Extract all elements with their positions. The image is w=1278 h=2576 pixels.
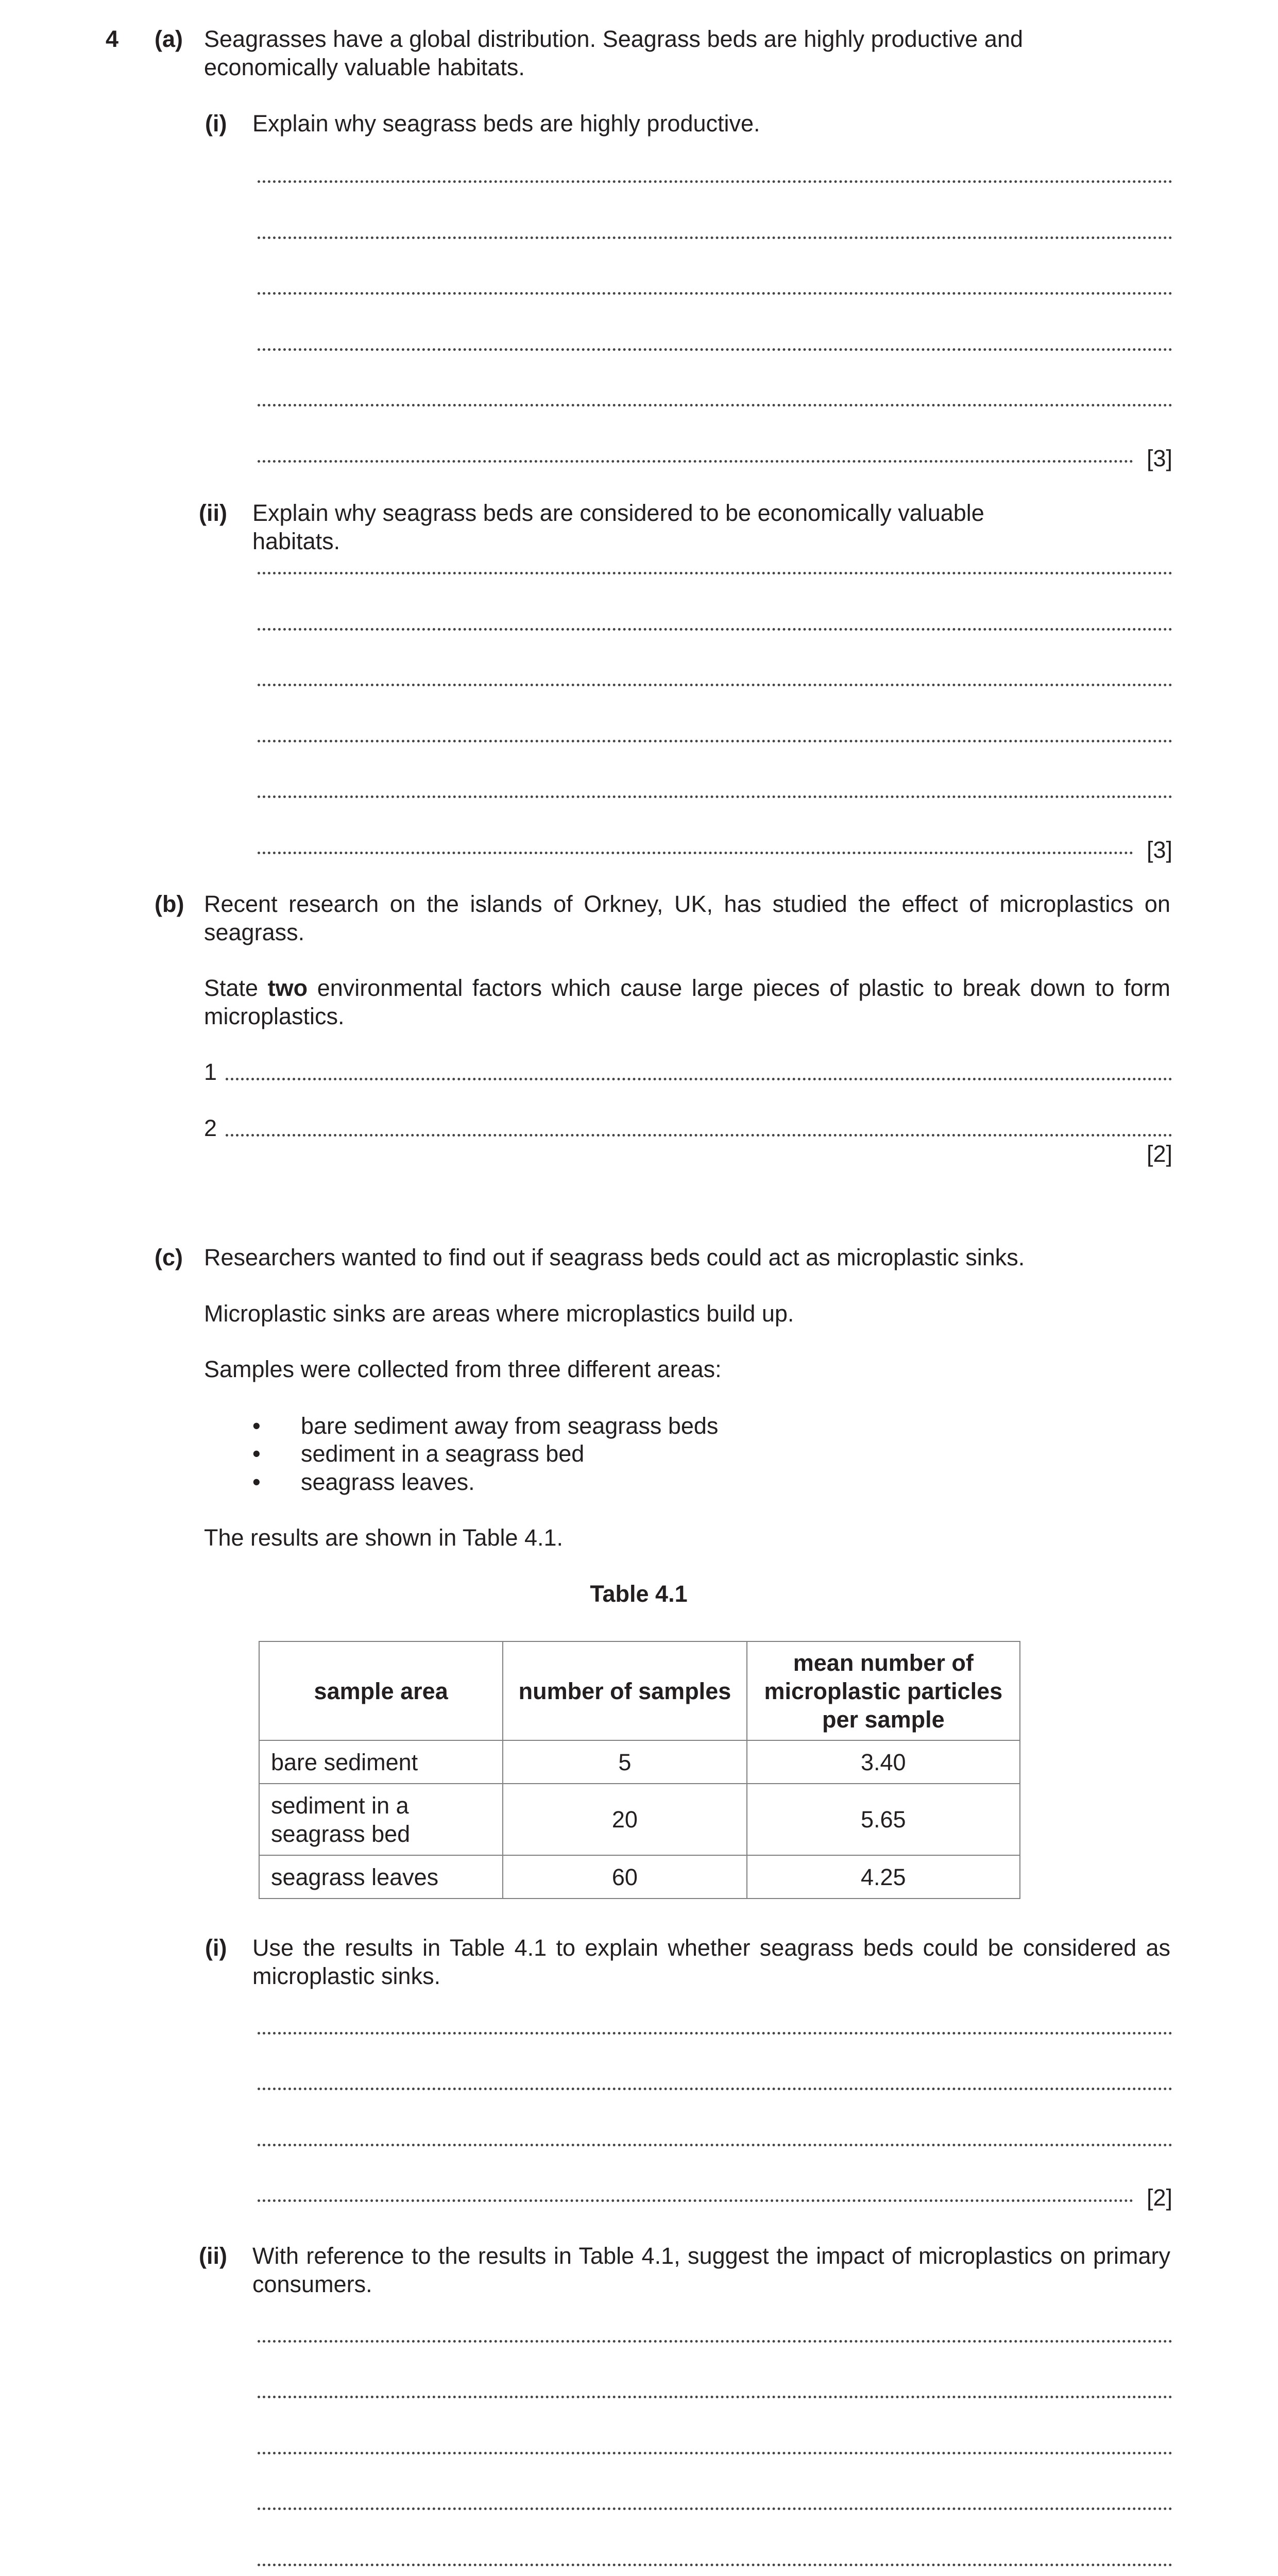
question-number: 4 <box>106 26 119 52</box>
answer-line[interactable] <box>226 1134 1172 1137</box>
answer-number-2: 2 <box>204 1115 217 1141</box>
answer-line[interactable] <box>258 2564 1172 2566</box>
bullet-icon: • <box>252 1469 261 1495</box>
answer-line[interactable] <box>258 572 1172 574</box>
table-cell: 5.65 <box>747 1784 1020 1855</box>
bullet-item: bare sediment away from seagrass beds <box>301 1413 719 1439</box>
table-row <box>259 1740 1020 1784</box>
answer-line[interactable] <box>226 1078 1172 1080</box>
answer-number-1: 1 <box>204 1059 217 1085</box>
answer-line[interactable] <box>258 2396 1172 2398</box>
table-cell: 3.40 <box>747 1740 1020 1784</box>
part-c-paragraph-2: Microplastic sinks are areas where microplastics build up. <box>204 1300 794 1327</box>
table-cell: 60 <box>503 1855 746 1899</box>
part-c-paragraph-3: Samples were collected from three different areas: <box>204 1356 722 1382</box>
part-c-ii-label: (ii) <box>199 2243 227 2269</box>
part-a-label: (a) <box>155 26 183 52</box>
part-b-label: (b) <box>155 891 184 917</box>
part-a-i-question: Explain why seagrass beds are highly productive. <box>252 110 760 137</box>
part-c-i-question: Use the results in Table 4.1 to explain whether seagrass beds could be considered as microplastic sinks. <box>252 1935 1170 1989</box>
answer-line[interactable] <box>258 684 1172 686</box>
answer-line[interactable] <box>258 2199 1133 2202</box>
marks-label: [3] <box>1146 837 1172 863</box>
answer-line[interactable] <box>258 292 1172 295</box>
part-c-paragraph-1: Researchers wanted to find out if seagrass beds could act as microplastic sinks. <box>204 1244 1025 1270</box>
answer-line[interactable] <box>258 740 1172 742</box>
answer-line[interactable] <box>258 628 1172 631</box>
bullet-icon: • <box>252 1440 261 1467</box>
table-header-cell: sample area <box>259 1641 503 1740</box>
part-c-paragraph-4: The results are shown in Table 4.1. <box>204 1524 564 1551</box>
marks-label: [3] <box>1146 445 1172 471</box>
answer-line[interactable] <box>258 795 1172 798</box>
part-c-i-label: (i) <box>205 1935 227 1961</box>
marks-label: [2] <box>1146 1141 1172 1167</box>
part-b-intro: Recent research on the islands of Orkney, UK, has studied the effect of microplastics on seagrass. <box>204 891 1170 945</box>
part-a-ii-question: Explain why seagrass beds are considered to be economically valuable habitats. <box>252 500 984 554</box>
answer-line[interactable] <box>258 852 1133 854</box>
part-c-ii-question: With reference to the results in Table 4.1, suggest the impact of microplastics on primary consumers. <box>252 2243 1170 2297</box>
part-c-label: (c) <box>155 1244 183 1270</box>
answer-line[interactable] <box>258 404 1172 406</box>
table-cell: seagrass leaves <box>259 1855 503 1899</box>
table-cell: sediment in a seagrass bed <box>259 1784 503 1855</box>
answer-line[interactable] <box>258 348 1172 351</box>
answer-line[interactable] <box>258 2144 1172 2146</box>
table-header-cell: mean number of microplastic particles per sample <box>747 1641 1020 1740</box>
table-cell: 4.25 <box>747 1855 1020 1899</box>
marks-label: [2] <box>1146 2184 1172 2211</box>
table-cell: bare sediment <box>259 1740 503 1784</box>
table-cell: 20 <box>503 1784 746 1855</box>
part-b-instruction: State two environmental factors which cause large pieces of plastic to break down to form microplastics. <box>204 975 1171 1029</box>
answer-line[interactable] <box>258 2088 1172 2090</box>
table-row <box>259 1784 1020 1855</box>
answer-line[interactable] <box>258 180 1172 183</box>
bullet-item: sediment in a seagrass bed <box>301 1440 585 1467</box>
bullet-item: seagrass leaves. <box>301 1469 475 1495</box>
table-header-cell: number of samples <box>503 1641 746 1740</box>
table-title: Table 4.1 <box>590 1581 688 1607</box>
answer-line[interactable] <box>258 2452 1172 2454</box>
part-a-intro: Seagrasses have a global distribution. Seagrass beds are highly productive and economically valuable habitats. <box>204 26 1023 80</box>
results-table <box>259 1641 1020 1899</box>
bullet-icon: • <box>252 1413 261 1439</box>
part-a-i-label: (i) <box>205 110 227 137</box>
answer-line[interactable] <box>258 236 1172 239</box>
table-header-row <box>259 1641 1020 1740</box>
answer-line[interactable] <box>258 2340 1172 2343</box>
answer-line[interactable] <box>258 2507 1172 2510</box>
answer-line[interactable] <box>258 2032 1172 2035</box>
answer-line[interactable] <box>258 460 1133 463</box>
table-row <box>259 1855 1020 1899</box>
table-cell: 5 <box>503 1740 746 1784</box>
part-a-ii-label: (ii) <box>199 500 227 526</box>
